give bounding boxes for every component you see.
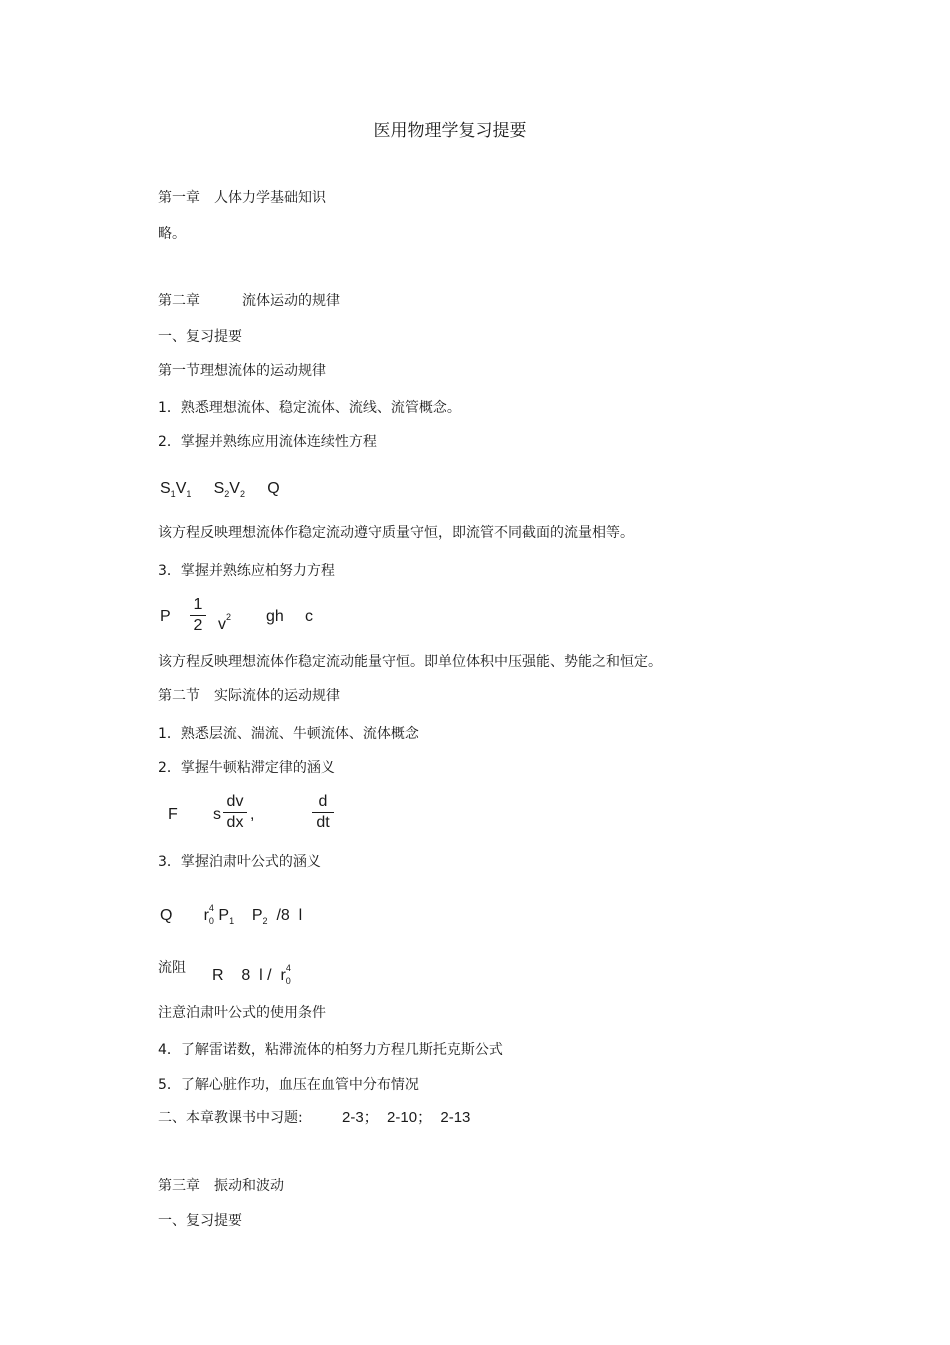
list-item: 3．掌握并熟练应柏努力方程 bbox=[158, 563, 335, 579]
review-heading: 一、复习提要 bbox=[158, 329, 242, 345]
page-title: 医用物理学复习提要 bbox=[373, 121, 527, 141]
bernoulli-c: c bbox=[305, 608, 313, 625]
list-item: 4．了解雷诺数，粘滞流体的柏努力方程几斯托克斯公式 bbox=[158, 1042, 503, 1058]
list-item: 3．掌握泊肃叶公式的涵义 bbox=[158, 854, 321, 870]
poiseuille-equation: Q $r_0^4$ $P_1$ $P_2$ /8 l bbox=[160, 903, 303, 926]
list-item: 1．熟悉理想流体、稳定流体、流线、流管概念。 bbox=[158, 400, 461, 416]
bernoulli-fraction: 1 2 bbox=[190, 595, 206, 636]
section-1-heading: 第一节理想流体的运动规律 bbox=[158, 363, 326, 379]
newton-F: F bbox=[168, 806, 178, 823]
bernoulli-gh: gh bbox=[266, 608, 284, 625]
newton-fraction-dv-dx: dv dx bbox=[223, 792, 247, 833]
chapter-3-review-heading: 一、复习提要 bbox=[158, 1213, 242, 1229]
exercises-label: 二、本章教课书中习题: bbox=[158, 1110, 303, 1126]
exercises-values: 2-3； 2-10； 2-13 bbox=[342, 1109, 471, 1126]
list-item: 1．熟悉层流、湍流、牛顿流体、流体概念 bbox=[158, 726, 419, 742]
list-item: 5．了解心脏作功，血压在血管中分布情况 bbox=[158, 1077, 419, 1093]
section-2-heading: 第二节 实际流体的运动规律 bbox=[158, 688, 340, 704]
newton-s: s bbox=[213, 806, 221, 823]
list-item: 2．掌握并熟练应用流体连续性方程 bbox=[158, 434, 377, 450]
resistance-equation: R 8 l / $r_0^4$ bbox=[212, 963, 291, 986]
bernoulli-note: 该方程反映理想流体作稳定流动能量守恒。即单位体积中压强能、势能之和恒定。 bbox=[158, 654, 662, 670]
chapter-1-body: 略。 bbox=[158, 226, 186, 242]
newton-comma: , bbox=[250, 806, 255, 823]
continuity-equation: $S_1V_1$ $S_2V_2$ Q bbox=[160, 480, 280, 499]
newton-fraction-d-dt: d dt bbox=[312, 792, 334, 833]
chapter-3-heading: 第三章 振动和波动 bbox=[158, 1178, 284, 1194]
poiseuille-note: 注意泊肃叶公式的使用条件 bbox=[158, 1005, 326, 1021]
bernoulli-v: $v^2$ bbox=[218, 612, 232, 633]
resistance-label: 流阻 bbox=[158, 960, 186, 976]
chapter-1-heading: 第一章 人体力学基础知识 bbox=[158, 190, 326, 206]
chapter-2-heading: 第二章 流体运动的规律 bbox=[158, 293, 340, 309]
list-item: 2．掌握牛顿粘滞定律的涵义 bbox=[158, 760, 335, 776]
bernoulli-P: P bbox=[160, 608, 171, 625]
continuity-note: 该方程反映理想流体作稳定流动遵守质量守恒，即流管不同截面的流量相等。 bbox=[158, 525, 634, 541]
